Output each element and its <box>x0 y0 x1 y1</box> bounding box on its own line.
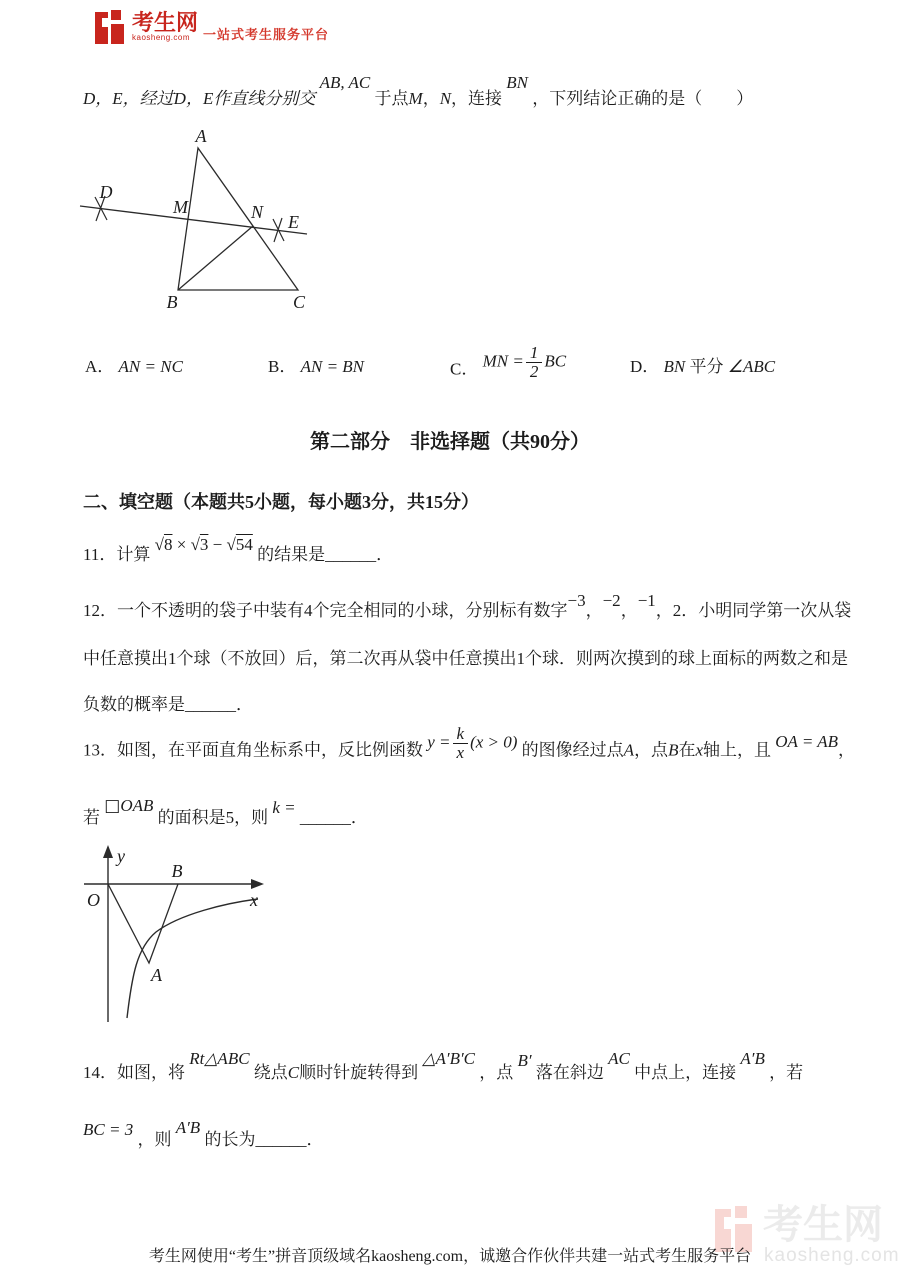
q11-expression <box>155 535 253 555</box>
q13-function <box>427 725 517 762</box>
option-a <box>85 352 183 377</box>
q12-number-neg3: −3 <box>567 591 586 610</box>
option-d <box>630 352 775 377</box>
option-d-text: 平分 <box>689 357 724 376</box>
q13-math-oab <box>104 796 153 816</box>
q14-text-1a: 14．如图，将 <box>83 1063 185 1082</box>
graph-label-b: B <box>171 861 183 881</box>
q14-math-abc-prime: △A′B′C <box>422 1049 476 1068</box>
q13-text-1d: 在 <box>678 740 696 760</box>
option-b <box>268 352 364 377</box>
q10-text-1: D，E，经过D，E作直线分别交 <box>83 89 316 108</box>
x-axis-arrow <box>251 879 264 889</box>
sqrt-sign: √ <box>190 535 200 554</box>
q13-oab: OAB <box>120 796 154 815</box>
header-tagline: 一站式考生服务平台 <box>203 27 330 42</box>
question-14-line-1 <box>83 1049 804 1083</box>
option-a-math: AN = NC <box>118 357 183 376</box>
q13-k-equals: k = <box>272 798 296 817</box>
header-brand-block <box>132 12 198 42</box>
q13-blank: ______． <box>299 808 368 827</box>
q14-text-2b: ，则 <box>137 1130 172 1149</box>
q11-radicand-1: 8 <box>163 535 173 554</box>
q13-text-1c: ，点 <box>634 740 669 760</box>
option-c-frac-num: 1 <box>526 344 543 363</box>
missing-glyph-box: □ <box>104 796 121 816</box>
q10-text-2a: 于点 <box>374 89 409 108</box>
q13-text-1b: 的图像经过点 <box>521 740 624 760</box>
q13-frac-num: k <box>453 725 469 744</box>
q12-text-1a: 12．一个不透明的袋子中装有4个完全相同的小球，分别标有数字 <box>83 601 568 620</box>
kaosheng-logo-icon <box>95 10 127 44</box>
q13-fraction <box>453 725 469 762</box>
question-14-line-2 <box>83 1118 324 1150</box>
label-c: C <box>292 292 306 312</box>
label-b: B <box>166 292 178 312</box>
q10-math-abac: AB, AC <box>319 73 371 92</box>
q13-var-x: x <box>695 740 703 760</box>
q10-var-m: M <box>408 89 423 108</box>
q10-text-3: ，下列结论正确的是（ ） <box>532 89 754 108</box>
sqrt-sign: √ <box>154 535 164 554</box>
option-c-frac-den: 2 <box>529 361 539 381</box>
label-e: E <box>288 212 299 232</box>
q14-text-2c: 的长为______． <box>204 1130 324 1149</box>
q14-math-a-prime-b: A′B <box>740 1049 765 1068</box>
q11-text-2: 的结果是______． <box>257 545 394 564</box>
q14-math-ac: AC <box>608 1049 630 1068</box>
option-c <box>450 343 567 389</box>
q14-text-1b: 绕点 <box>253 1063 288 1082</box>
q11-text-1: 11．计算 <box>83 545 151 564</box>
question-13-line-2 <box>83 796 368 828</box>
q14-math-rtabc: Rt△ABC <box>189 1049 250 1068</box>
q12-comma: ， <box>620 601 638 620</box>
q13-math-oa-ab: OA = AB <box>775 732 839 752</box>
coordinate-graph-figure <box>75 835 285 1030</box>
q13-text-1f: ， <box>838 740 856 760</box>
question-11 <box>83 535 394 565</box>
q10-text-2b: ，连接 <box>451 89 503 108</box>
q12-text-1b: ，2．小明同学第一次从袋 <box>655 601 852 620</box>
q13-y-equals: y = <box>427 732 451 752</box>
option-c-math-post: BC <box>544 351 567 371</box>
q13-frac-den: x <box>456 742 465 762</box>
q10-var-n: N <box>439 89 452 108</box>
option-b-math: AN = BN <box>300 357 365 376</box>
q11-radicand-2: 3 <box>199 535 209 554</box>
q14-math-a-prime-b-2: A′B <box>175 1118 201 1137</box>
option-c-label: C． <box>450 359 479 379</box>
times-sign: × <box>176 535 187 554</box>
graph-label-y: y <box>117 846 125 866</box>
section-2-title: 第二部分 非选择题（共90分） <box>310 431 590 453</box>
label-a: A <box>195 126 207 146</box>
option-c-fraction <box>526 344 543 381</box>
q14-math-b-prime: B′ <box>517 1051 532 1070</box>
q13-text-2b: 的面积是5，则 <box>157 808 269 827</box>
label-m: M <box>173 197 188 217</box>
q13-domain-condition: (x > 0) <box>470 732 518 752</box>
graph-label-x: x <box>250 890 258 910</box>
minus-sign: − <box>212 535 223 554</box>
header-logo <box>95 10 127 49</box>
q14-text-1d: ，点 <box>479 1063 514 1082</box>
q13-var-a: A <box>623 740 635 760</box>
question-12-line-3: 负数的概率是______． <box>83 695 253 714</box>
y-axis-arrow <box>103 845 113 858</box>
triangle-construction-figure <box>70 118 320 318</box>
sqrt-sign: √ <box>226 535 236 554</box>
question-13-line-1 <box>83 724 856 770</box>
q10-comma: ， <box>422 89 440 108</box>
q11-radicand-3: 54 <box>235 535 253 554</box>
q14-text-1f: 中点上，连接 <box>634 1063 737 1082</box>
q13-var-b: B <box>668 740 679 760</box>
q13-text-2a: 若 <box>83 808 100 827</box>
option-b-label: B． <box>268 357 297 376</box>
page-footer: 考生网使用“考生”拼音顶级域名kaosheng.com，诚邀合作伙伴共建一站式考生服务平台 <box>148 1248 752 1265</box>
watermark-domain: kaosheng.com <box>764 1245 900 1266</box>
q12-number-neg2: −2 <box>602 591 621 610</box>
q13-text-1e: 轴上，且 <box>703 740 771 760</box>
option-a-label: A． <box>85 357 115 376</box>
q12-comma: ， <box>585 601 603 620</box>
watermark-brand: 考生网 <box>763 1203 883 1247</box>
option-d-label: D． <box>630 357 660 376</box>
graph-label-a: A <box>151 965 162 985</box>
q14-var-c: C <box>287 1063 300 1082</box>
option-c-math <box>483 344 566 381</box>
brand-name: 考生网 <box>132 10 199 35</box>
graph-label-o: O <box>87 890 100 910</box>
q13-text-1a: 13．如图，在平面直角坐标系中，反比例函数 <box>83 740 423 760</box>
q14-text-1c: 顺时针旋转得到 <box>299 1063 419 1082</box>
q14-text-1g: ，若 <box>769 1063 804 1082</box>
brand-domain: kaosheng.com <box>132 33 191 42</box>
option-c-math-pre: MN = <box>482 351 524 371</box>
label-d: D <box>99 182 113 202</box>
q12-number-neg1: −1 <box>637 591 656 610</box>
question-10-line <box>83 73 754 109</box>
fill-in-section-header: 二、填空题（本题共5小题，每小题3分，共15分） <box>83 492 479 512</box>
q14-text-1e: 落在斜边 <box>535 1063 604 1082</box>
option-d-math-1: BN <box>663 357 686 376</box>
label-n: N <box>250 202 264 222</box>
question-12-line-2: 中任意摸出1个球（不放回）后，第二次再从袋中任意摸出1个球．则两次摸到的球上面标的两数之和是 <box>83 649 848 668</box>
question-12-line-1 <box>83 591 852 621</box>
option-d-math-2: ∠ABC <box>727 357 776 376</box>
q14-math-bc3: BC = 3 <box>83 1120 134 1139</box>
q10-math-bn: BN <box>506 73 529 92</box>
